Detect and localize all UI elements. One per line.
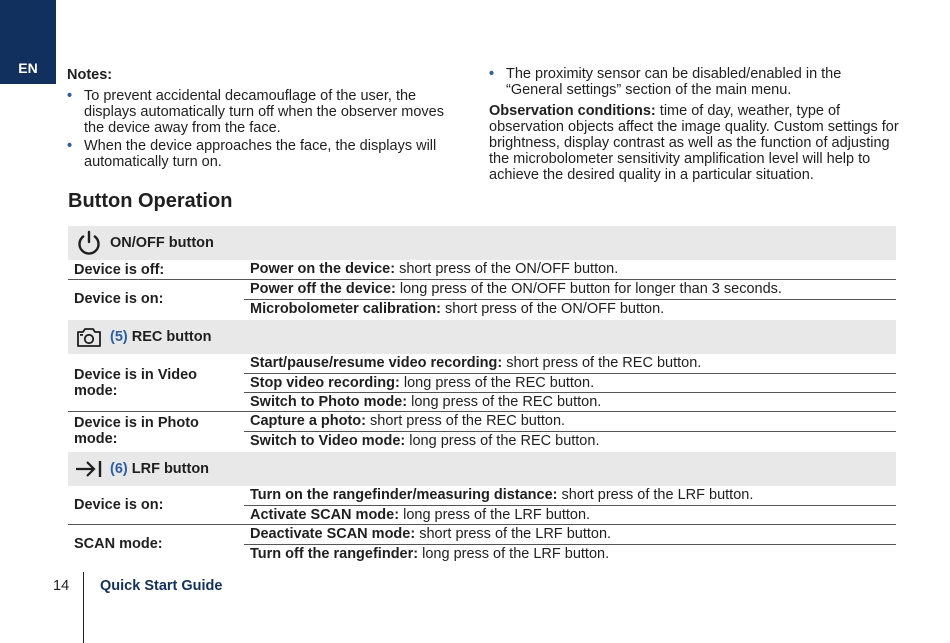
list-item (67, 138, 467, 170)
state-label: SCAN mode: (74, 536, 163, 552)
language-label: EN (18, 60, 38, 76)
action-desc: short press of the LRF button. (557, 487, 754, 503)
action-name: Switch to Video mode: (250, 433, 406, 449)
bullet-icon: • (489, 66, 495, 82)
action-item (244, 431, 896, 450)
state-label: Device is in Photo mode: (74, 415, 199, 447)
table-row (68, 525, 896, 563)
action-desc: short press of the REC button. (366, 413, 566, 429)
action-item (244, 505, 896, 524)
camera-icon (74, 322, 104, 352)
observation-paragraph (489, 103, 901, 183)
action-item (244, 412, 896, 431)
note-text: When the device approaches the face, the displays will automatically turn on. (84, 138, 437, 170)
table-row (68, 412, 896, 450)
notes-section (67, 66, 467, 172)
table-row (68, 260, 896, 280)
list-item (489, 66, 901, 98)
action-name: Turn on the rangefinder/measuring distance: (250, 487, 558, 503)
notes-list (67, 88, 467, 170)
action-name: Power off the device: (250, 281, 396, 297)
action-name: Turn off the rangefinder: (250, 546, 419, 562)
action-item (244, 373, 896, 392)
onoff-header-label: ON/OFF button (110, 235, 214, 251)
rec-number: (5) (110, 329, 128, 345)
table-row (68, 280, 896, 318)
action-item (244, 299, 896, 318)
state-label: Device is on: (74, 497, 164, 513)
rec-header (68, 320, 896, 354)
action-name: Microbolometer calibration: (250, 301, 441, 317)
action-desc: short press of the REC button. (502, 355, 702, 371)
note-text: To prevent accidental decamouflage of the user, the displays automatically turn off when the observer moves the device away from the face. (84, 88, 444, 136)
proximity-text: The proximity sensor can be disabled/enabled in the “General settings” section of the main menu. (506, 66, 842, 98)
power-icon (74, 228, 104, 258)
state-label: Device is off: (74, 261, 165, 278)
action-desc: short press of the ON/OFF button. (440, 301, 665, 317)
action-item (244, 392, 896, 411)
action-name: Activate SCAN mode: (250, 507, 400, 523)
lrf-number: (6) (110, 461, 128, 477)
action-name: Switch to Photo mode: (250, 394, 408, 410)
action-item (244, 525, 896, 544)
state-label: Device is on: (74, 291, 164, 307)
footer-divider (83, 572, 84, 643)
table-row (68, 354, 896, 412)
list-item (67, 88, 467, 136)
action-desc: long press of the ON/OFF button for longer than 3 seconds. (395, 281, 782, 297)
action-item (244, 354, 896, 373)
action-item (244, 280, 896, 299)
lrf-header (68, 452, 896, 486)
table-row (68, 486, 896, 525)
action-desc: long press of the LRF button. (418, 546, 610, 562)
onoff-header (68, 226, 896, 260)
page-number: 14 (53, 578, 70, 594)
bullet-icon: • (67, 88, 73, 104)
action-desc: long press of the REC button. (405, 433, 600, 449)
action-item (244, 260, 896, 279)
action-name: Power on the device: (250, 261, 396, 277)
action-desc: long press of the REC button. (407, 394, 602, 410)
action-name: Deactivate SCAN mode: (250, 526, 416, 542)
observation-label: Observation conditions: (489, 103, 656, 119)
bullet-icon: • (67, 138, 73, 154)
state-label: Device is in Video mode: (74, 366, 198, 399)
action-item (244, 486, 896, 505)
guide-title: Quick Start Guide (100, 578, 223, 594)
action-item (244, 544, 896, 563)
action-name: Stop video recording: (250, 375, 400, 391)
notes-title: Notes: (67, 67, 113, 83)
button-operation-table (68, 226, 896, 563)
arrow-to-line-icon (74, 454, 104, 484)
right-column (489, 66, 901, 183)
action-desc: long press of the REC button. (399, 375, 595, 391)
language-tab (0, 0, 56, 84)
rec-header-label: REC button (131, 329, 212, 345)
action-name: Capture a photo: (250, 413, 366, 429)
proximity-list (489, 66, 901, 98)
action-desc: long press of the LRF button. (399, 507, 591, 523)
lrf-header-label: LRF button (131, 461, 210, 477)
action-name: Start/pause/resume video recording: (250, 355, 503, 371)
action-desc: short press of the ON/OFF button. (395, 261, 619, 277)
observation-text: time of day, weather, type of observation objects affect the image quality. Custom settings for brightness, display contrast as well as the function of adjusting the microbolometer sensitivity amplification level will help to achieve the desired quality in a particular situation. (489, 103, 899, 183)
section-title: Button Operation (68, 190, 233, 212)
action-desc: short press of the LRF button. (415, 526, 612, 542)
